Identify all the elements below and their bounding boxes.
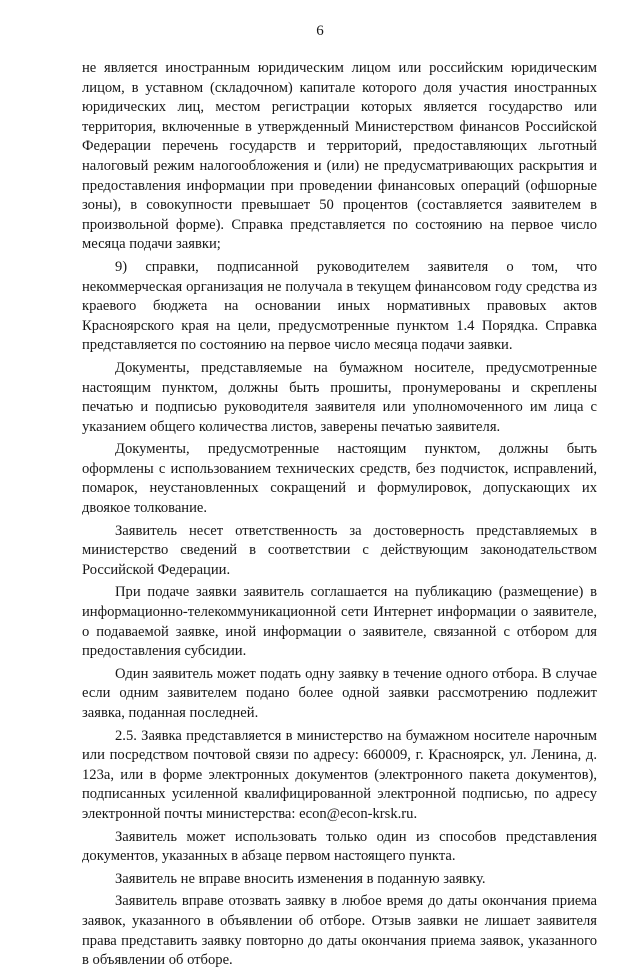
paragraph-paper-documents: Документы, представляемые на бумажном носителе, предусмотренные настоящим пунктом, должны быть прошиты, пронумерованы и скреплены печатью и подписью руководителя заявителя или уполномоченного им лица с указанием общего количества листов, заверены печатью заявителя. [82,359,597,435]
page-number: 6 [316,23,324,39]
paragraph-submission-method: Заявитель может использовать только один из способов представления документов, указанных в абзаце первом настоящего пункта. [82,828,597,865]
paragraph-one-application-rule: Один заявитель может подать одну заявку в течение одного отбора. В случае если одним заявителем подано более одной заявки рассмотрению подлежит заявка, поданная последней. [82,665,597,721]
paragraph-publication-consent: При подаче заявки заявитель соглашается на публикацию (размещение) в информационно-телекоммуникационной сети Интернет информации о заявителе, о подаваемой заявке, иной информации о заявителе, связанной с отбором для предоставления субсидии. [82,584,597,660]
paragraph-item-9-certificate: 9) справки, подписанной руководителем заявителя о том, что некоммерческая организация не получала в текущем финансовом году средства из краевого бюджета на основании иных нормативных правовых актов Красноярского края на цели, предусмотренные пунктом 1.4 Порядка. Справка представляется по состоянию на первое число месяца подачи заявки. [82,258,597,354]
document-body [82,59,597,974]
paragraph-applicant-responsibility: Заявитель несет ответственность за достоверность представляемых в министерство сведений в соответствии с действующим законодательством Российской Федерации. [82,522,597,578]
paragraph-withdrawal: Заявитель вправе отозвать заявку в любое время до даты окончания приема заявок, указанного в объявлении об отборе. Отзыв заявки не лишает заявителя права представить заявку повторно до даты окончания приема заявок, указанного в объявлении об отборе. [82,893,597,969]
paragraph-no-changes: Заявитель не вправе вносить изменения в поданную заявку. [115,870,486,887]
paragraph-offshore-statement: не является иностранным юридическим лицом или российским юридическим лицом, в уставном (складочном) капитале которого доля участия иностранных юридических лиц, местом регистрации которых является государство или территория, включенные в утвержденный Министерством финансов Российской Федерации перечень государств и территорий, предоставляющих льготный налоговый режим налогообложения и (или) не предусматривающих раскрытия и предоставления информации при проведении финансовых операций (офшорные зоны), в совокупности превышает 50 процентов (составляется заявителем в произвольной форме). Справка представляется по состоянию на первое число месяца подачи заявки; [82,60,597,253]
paragraph-section-2-5-submission: 2.5. Заявка представляется в министерство на бумажном носителе нарочным или посредством почтовой связи по адресу: 660009, г. Красноярск, ул. Ленина, д. 123а, или в форме электронных документов (электронного пакета документов), подписанных усиленной квалифицированной электронной подписью, по адресу электронной почты министерства: econ@econ-krsk.ru. [82,727,597,822]
paragraph-document-formatting: Документы, предусмотренные настоящим пунктом, должны быть оформлены с использованием технических средств, без подчисток, исправлений, помарок, неустановленных сокращений и формулировок, допускающих их двоякое толкование. [82,441,597,517]
